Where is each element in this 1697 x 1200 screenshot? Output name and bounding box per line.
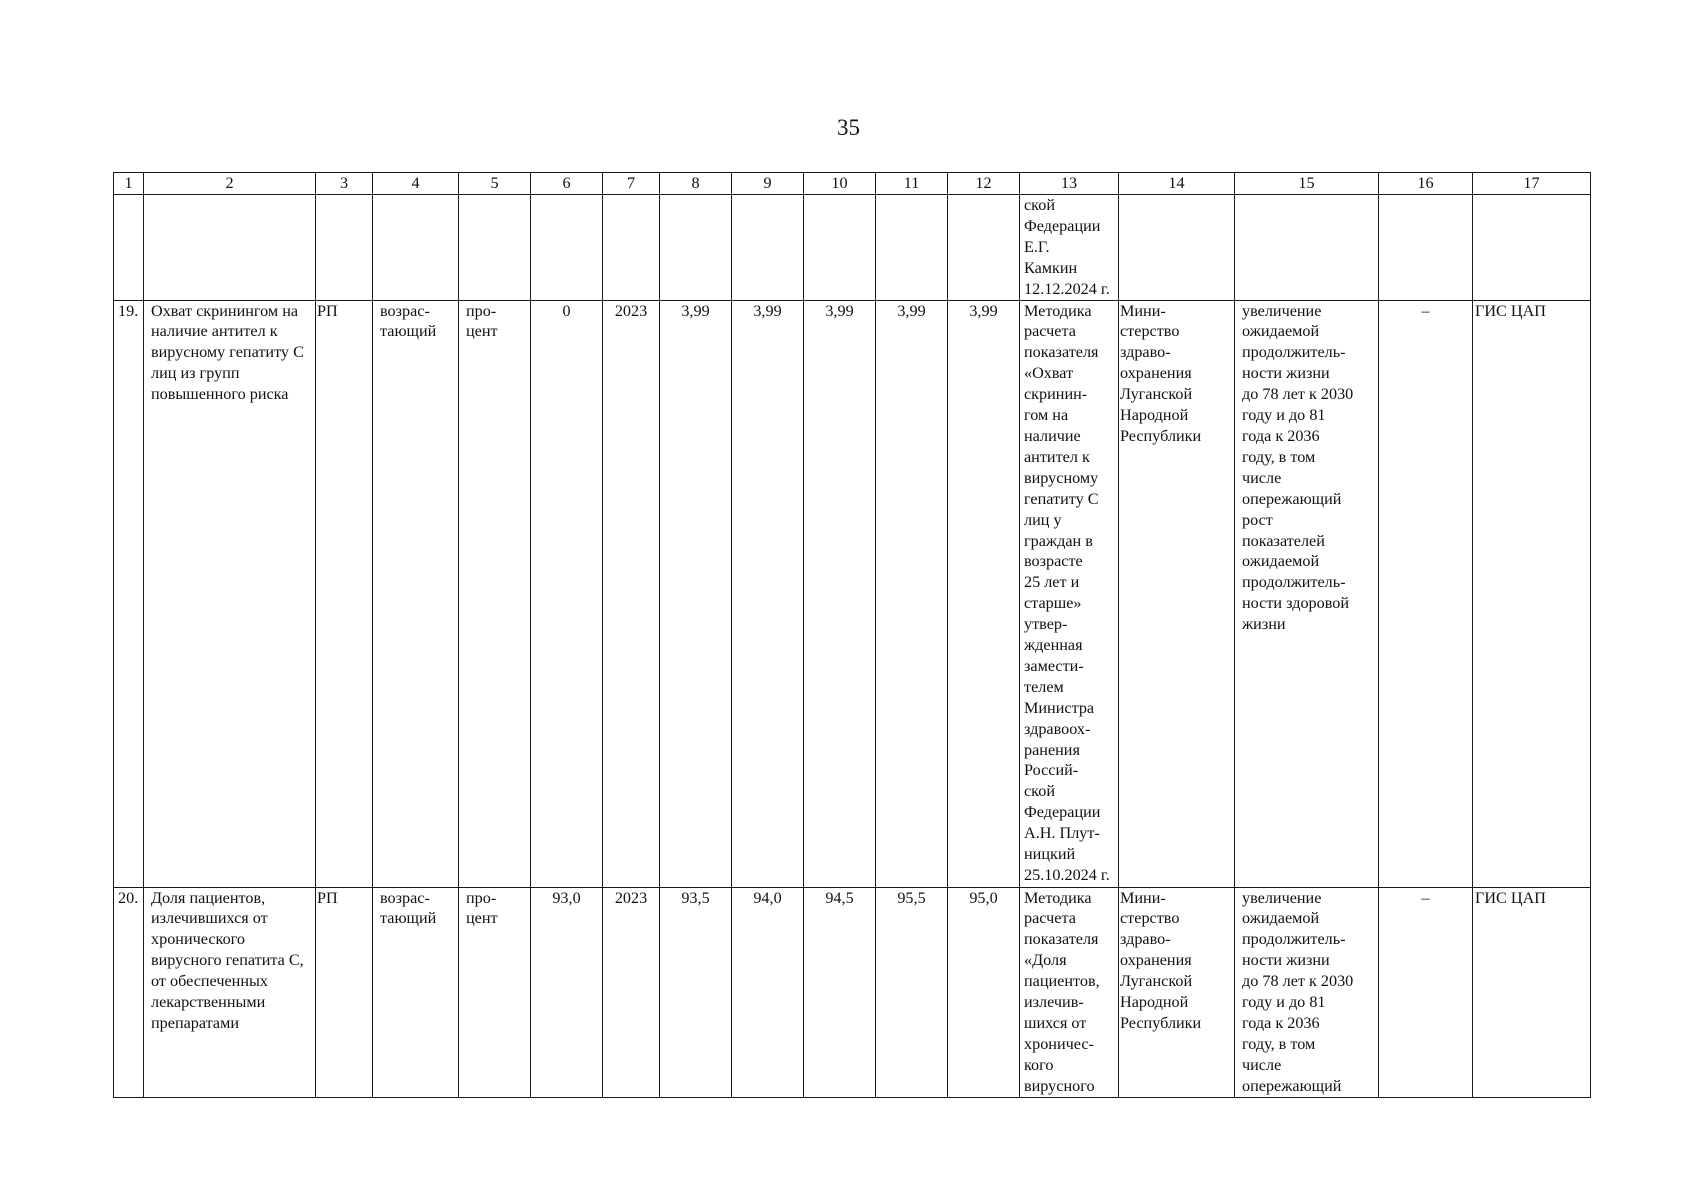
column-16-value: – xyxy=(1379,887,1473,1097)
col-header-15: 15 xyxy=(1235,173,1379,195)
col-header-1: 1 xyxy=(114,173,144,195)
calculation-method: Методика расчета показателя «Доля пациентов, излечив- шихся от хроничес- кого вирусного xyxy=(1020,887,1119,1097)
indicator-level: РП xyxy=(316,300,373,887)
base-year: 2023 xyxy=(603,300,660,887)
col-header-4: 4 xyxy=(373,173,459,195)
value-year-4: 95,5 xyxy=(876,887,948,1097)
indicator-level: РП xyxy=(316,887,373,1097)
base-year: 2023 xyxy=(603,887,660,1097)
value-year-5: 3,99 xyxy=(948,300,1020,887)
value-year-3: 3,99 xyxy=(804,300,876,887)
value-year-1: 93,5 xyxy=(660,887,732,1097)
column-number-row xyxy=(114,173,1591,195)
indicator-unit: про- цент xyxy=(459,300,531,887)
indicator-name: Охват скринингом на наличие антител к вирусному гепатиту С лиц из групп повышенного риска xyxy=(144,300,316,887)
row-number: 19. xyxy=(114,300,144,887)
col-header-13: 13 xyxy=(1020,173,1119,195)
page-number: 35 xyxy=(837,115,860,140)
col-header-14: 14 xyxy=(1119,173,1235,195)
col-header-17: 17 xyxy=(1473,173,1591,195)
continuation-row xyxy=(114,195,1591,301)
col-header-12: 12 xyxy=(948,173,1020,195)
information-system: ГИС ЦАП xyxy=(1473,300,1591,887)
information-system: ГИС ЦАП xyxy=(1473,887,1591,1097)
value-year-2: 94,0 xyxy=(732,887,804,1097)
indicator-type: возрас- тающий xyxy=(373,887,459,1097)
calculation-method: Методика расчета показателя «Охват скринин- гом на наличие антител к вирусному гепатиту С лиц у граждан в возрасте 25 лет и старше» утвер- жденная замести- телем Министра здравоох- ранения Россий- ской Федерации А.Н. Плут- ницкий 25.10.2024 г. xyxy=(1020,300,1119,887)
method-continuation: ской Федерации Е.Г. Камкин 12.12.2024 г. xyxy=(1020,195,1119,301)
responsible-body: Мини- стерство здраво- охранения Луганской Народной Республики xyxy=(1119,887,1235,1097)
col-header-10: 10 xyxy=(804,173,876,195)
indicator-name: Доля пациентов, излечившихся от хронического вирусного гепатита С, от обеспеченных лекарственными препаратами xyxy=(144,887,316,1097)
base-value: 93,0 xyxy=(531,887,603,1097)
col-header-9: 9 xyxy=(732,173,804,195)
col-header-6: 6 xyxy=(531,173,603,195)
col-header-11: 11 xyxy=(876,173,948,195)
indicator-unit: про- цент xyxy=(459,887,531,1097)
national-goal: увеличение ожидаемой продолжитель- ности жизни до 78 лет к 2030 году и до 81 года к 2036 году, в том числе опережающий рост показателей ожидаемой продолжитель- ности здоровой жизни xyxy=(1235,300,1379,887)
responsible-body: Мини- стерство здраво- охранения Луганской Народной Республики xyxy=(1119,300,1235,887)
table-row xyxy=(114,887,1591,1097)
indicators-table xyxy=(113,172,1591,1098)
value-year-2: 3,99 xyxy=(732,300,804,887)
col-header-5: 5 xyxy=(459,173,531,195)
col-header-2: 2 xyxy=(144,173,316,195)
row-number: 20. xyxy=(114,887,144,1097)
col-header-7: 7 xyxy=(603,173,660,195)
indicator-type: возрас- тающий xyxy=(373,300,459,887)
col-header-3: 3 xyxy=(316,173,373,195)
base-value: 0 xyxy=(531,300,603,887)
value-year-5: 95,0 xyxy=(948,887,1020,1097)
col-header-16: 16 xyxy=(1379,173,1473,195)
col-header-8: 8 xyxy=(660,173,732,195)
table-row xyxy=(114,300,1591,887)
value-year-3: 94,5 xyxy=(804,887,876,1097)
column-16-value: – xyxy=(1379,300,1473,887)
value-year-4: 3,99 xyxy=(876,300,948,887)
value-year-1: 3,99 xyxy=(660,300,732,887)
national-goal: увеличение ожидаемой продолжитель- ности жизни до 78 лет к 2030 году и до 81 года к 2036 году, в том числе опережающий xyxy=(1235,887,1379,1097)
